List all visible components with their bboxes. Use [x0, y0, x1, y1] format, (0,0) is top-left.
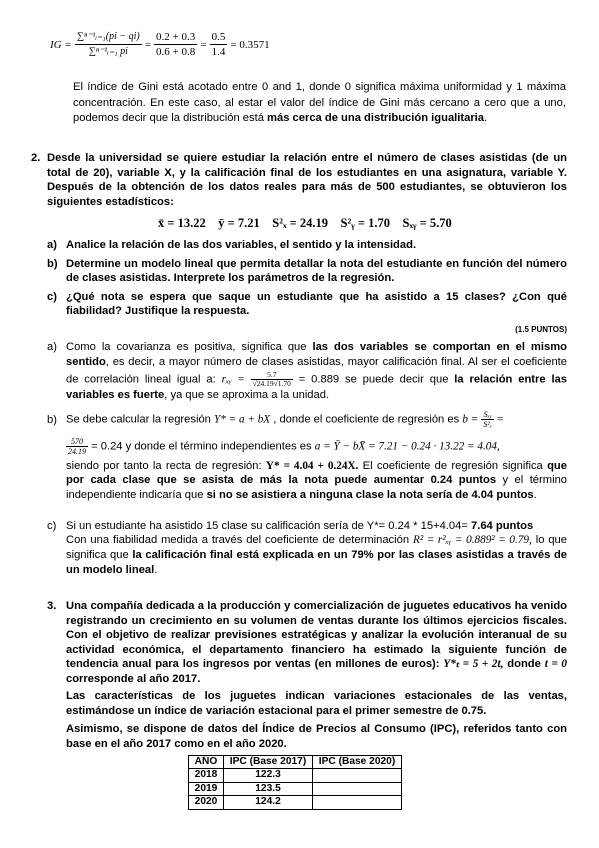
- gini-fraction: $\frac{\text{∑ⁿ⁻¹ᵢ₌₁(pi − qi)}}{\text{∑ⁿ⁻¹ᵢ₌₁ pi}}$: [76, 31, 140, 58]
- gini-fraction-values: $\frac{0.2 + 0.3}{0.6 + 0.8}$: [156, 31, 196, 59]
- q2-item-c: ¿Qué nota se espera que saque un estudiante que ha asistido a 15 clases? ¿Con qué fiabilidad? Justifique la respuesta.: [66, 291, 567, 318]
- gini-fraction-sum: $\frac{0.5}{1.4}$: [211, 31, 226, 59]
- q2-item-b: Determine un modelo lineal que permita detallar la nota del estudiante en función del número de clases asistidas. Interprete los parámetros de la regresión.: [66, 258, 567, 285]
- gini-formula: IG = $\frac{\text{∑ⁿ⁻¹ᵢ₌₁(pi − qi)}}{\text{∑ⁿ⁻¹ᵢ₌₁ pi}}$ = $\frac{0.2 + 0.3}{0.6 + 0.8}$ = $\frac{0.5}{1.4}$ = 0.3571: [50, 31, 270, 59]
- ipc-cell-2017: 124.2: [224, 796, 313, 809]
- ans-b-line1: Se debe calcular la regresión Y* = a + bX , donde el coeficiente de regresión es b = $\frac{\text{Sₓᵧ}}{\text{S²ₓ}}$ =: [66, 410, 504, 429]
- regression-value-fraction: $\frac{570}{24.19}$: [68, 437, 86, 456]
- ipc-cell-year: 2020: [189, 796, 224, 809]
- q3-paragraph-3: Asimismo, se dispone de datos del Índice de Precios al Consumo (IPC), referidos tanto con base en el año 2017 como en el año 2020.: [66, 723, 567, 750]
- ipc-header-base-2017: IPC (Base 2017): [224, 756, 313, 769]
- ans-b-label: b): [47, 414, 57, 426]
- ans-a-label: a): [47, 341, 57, 353]
- q2-statement: Desde la universidad se quiere estudiar la relación entre el número de clases asistidas (de un total de 20), variable X, y la calificación final de los estudiantes en una asignatura, variable Y. Después de la obtención de los datos reales para más de 500 estudiantes, se obtuvieron los siguientes estadísticos:: [47, 152, 567, 208]
- ipc-cell-2020: [313, 769, 402, 782]
- table-row: [189, 782, 402, 795]
- table-row: [189, 769, 402, 782]
- gini-lhs: IG =: [50, 38, 72, 51]
- q2-item-a-label: a): [47, 239, 57, 251]
- ans-c-line1: Si un estudiante ha asistido 15 clase su calificación sería de Y*= 0.24 * 15+4.04= 7.64 puntos: [66, 520, 534, 532]
- ans-c-rest: Con una fiabilidad medida a través del coeficiente de determinación R² = r²ₓᵧ = 0.889² = 0.79, lo que significa que la calificación final está explicada en un 79% por las clases asistidas a través de un modelo lineal.: [66, 534, 567, 577]
- q3-paragraph-2: Las características de los juguetes indican variaciones estacionales de las ventas, estimándose un índice de variación estacional para el primer semestre de 0.75.: [66, 690, 567, 717]
- regression-coef-fraction: $\frac{\text{Sₓᵧ}}{\text{S²ₓ}}$: [483, 410, 493, 429]
- ans-a-text: Como la covarianza es positiva, significa que las dos variables se comportan en el mismo sentido, es decir, a mayor número de clases asistidas, mayor calificación final. Al ser el coeficiente de correlación lineal igual a: rₓᵧ = $\frac{5.7}{√24.19√1.70}$ = 0.889 se puede decir que la relación entre las variables es fuerte, ya que se aproxima a la unidad.: [66, 341, 568, 401]
- ans-b-line2: $\frac{570}{24.19}$ = 0.24 y donde el término independientes es a = Ȳ − bX̄ = 7.21 − 0.24 · 13.22 = 4.04,: [68, 437, 500, 456]
- q2-statistics: x̄ = 13.22 ȳ = 7.21 S²ₓ = 24.19 S²ᵧ = 1.70 Sₓᵧ = 5.70: [158, 216, 452, 230]
- gini-paragraph: El índice de Gini está acotado entre 0 and 1, donde 0 significa máxima uniformidad y 1 máxima concentración. En este caso, al estar el valor del índice de Gini más cercano a cero que a uno, podemos decir que la distribución está más cerca de una distribución igualitaria.: [73, 81, 566, 124]
- ipc-cell-2017: 123.5: [224, 782, 313, 795]
- ipc-cell-year: 2019: [189, 782, 224, 795]
- ipc-table: [188, 755, 402, 810]
- ipc-header-base-2020: IPC (Base 2020): [313, 756, 402, 769]
- table-row: [189, 796, 402, 809]
- ans-c-label: c): [47, 520, 57, 532]
- gini-result: = 0.3571: [230, 38, 270, 51]
- q3-number: 3.: [47, 600, 57, 612]
- ipc-cell-2017: 122.3: [224, 769, 313, 782]
- ipc-header-year: AÑO: [189, 756, 224, 769]
- ipc-cell-2020: [313, 796, 402, 809]
- q2-number: 2.: [31, 152, 41, 164]
- q3-paragraph-1: Una compañía dedicada a la producción y comercialización de juguetes educativos ha venido registrando un crecimiento en su volumen de ventas durante los últimos ejercicios fiscales. Con el objetivo de realizar previsiones estratégicas y analizar la evolución interanual de su actividad económica, el departamento financiero ha estimado la siguiente función de tendencia anual para los ingresos por ventas (en millones de euros): Y*ₜ = 5 + 2t, donde t = 0 corresponde al año 2017.: [66, 600, 568, 685]
- correlation-fraction: $\frac{5.7}{√24.19√1.70}$: [252, 369, 291, 388]
- ipc-table-header-row: [189, 756, 402, 769]
- ans-b-rest: siendo por tanto la recta de regresión: Y* = 4.04 + 0.24X. El coeficiente de regresión significa que por cada clase que se asista de más la nota puede aumentar 0.24 puntos y el término independiente indicaría que si no se asistiera a ninguna clase la nota sería de 4.04 puntos.: [66, 460, 568, 501]
- ipc-cell-year: 2018: [189, 769, 224, 782]
- q2-item-c-label: c): [47, 291, 57, 303]
- q2-item-a: Analice la relación de las dos variables, el sentido y la intensidad.: [66, 239, 417, 251]
- q2-item-b-label: b): [47, 258, 58, 270]
- q2-points: (1.5 PUNTOS): [515, 325, 567, 334]
- ipc-cell-2020: [313, 782, 402, 795]
